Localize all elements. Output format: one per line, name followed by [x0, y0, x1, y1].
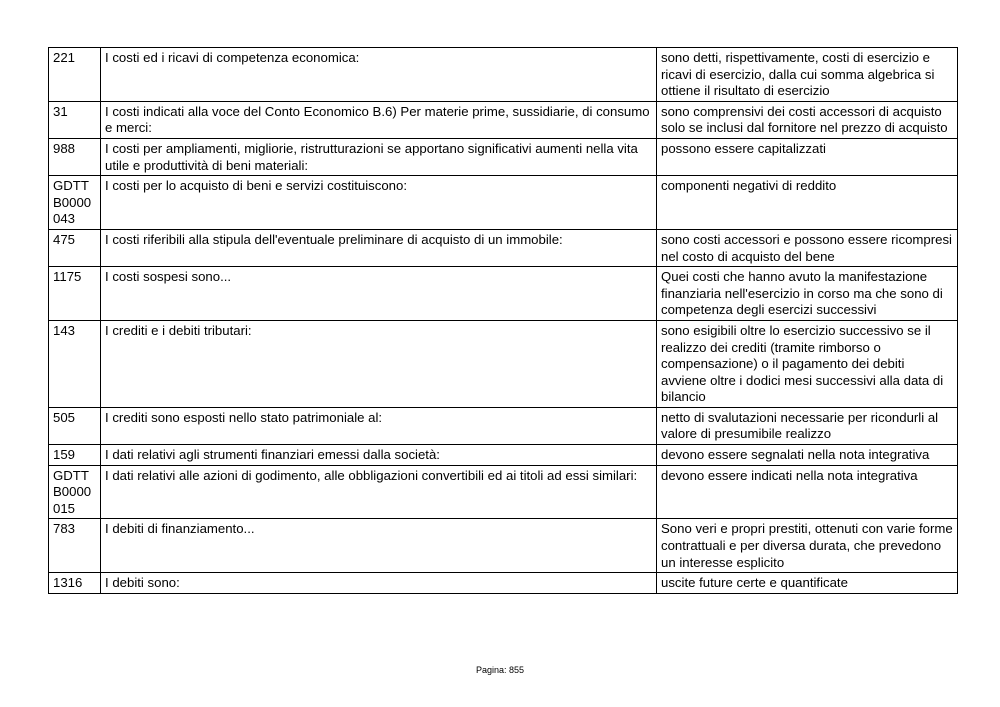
answer-text: devono essere indicati nella nota integrativa [657, 465, 958, 519]
question-text: I debiti sono: [101, 573, 657, 594]
answer-text: sono comprensivi dei costi accessori di acquisto solo se inclusi dal fornitore nel prezzo di acquisto [657, 101, 958, 138]
question-text: I costi per ampliamenti, migliorie, ristrutturazioni se apportano significativi aumenti nella vita utile e produttività di beni materiali: [101, 138, 657, 175]
question-text: I dati relativi agli strumenti finanziari emessi dalla società: [101, 445, 657, 466]
answer-text: sono esigibili oltre lo esercizio successivo se il realizzo dei crediti (tramite rimborso o compensazione) o il pagamento dei debiti avviene oltre i dodici mesi successivi alla data di bilancio [657, 320, 958, 407]
answer-text: Sono veri e propri prestiti, ottenuti con varie forme contrattuali e per diversa durata, che prevedono un interesse esplicito [657, 519, 958, 573]
answer-text: Quei costi che hanno avuto la manifestazione finanziaria nell'esercizio in corso ma che sono di competenza degli esercizi successivi [657, 267, 958, 321]
question-id: 505 [49, 407, 101, 444]
answer-text: uscite future certe e quantificate [657, 573, 958, 594]
question-id: 221 [49, 48, 101, 102]
answer-text: componenti negativi di reddito [657, 176, 958, 230]
question-id: 1175 [49, 267, 101, 321]
question-id: 31 [49, 101, 101, 138]
question-text: I crediti sono esposti nello stato patrimoniale al: [101, 407, 657, 444]
table-row [49, 267, 958, 321]
table-row [49, 176, 958, 230]
table-row [49, 465, 958, 519]
question-id: 159 [49, 445, 101, 466]
answer-text: devono essere segnalati nella nota integrativa [657, 445, 958, 466]
table-row [49, 101, 958, 138]
question-id: GDTTB0000015 [49, 465, 101, 519]
answer-text: possono essere capitalizzati [657, 138, 958, 175]
table-row [49, 407, 958, 444]
qa-table [48, 47, 958, 594]
answer-text: sono detti, rispettivamente, costi di esercizio e ricavi di esercizio, dalla cui somma algebrica si ottiene il risultato di esercizio [657, 48, 958, 102]
table-row [49, 138, 958, 175]
question-text: I debiti di finanziamento... [101, 519, 657, 573]
question-text: I costi riferibili alla stipula dell'eventuale preliminare di acquisto di un immobile: [101, 229, 657, 266]
answer-text: netto di svalutazioni necessarie per ricondurli al valore di presumibile realizzo [657, 407, 958, 444]
table-row [49, 519, 958, 573]
question-id: 143 [49, 320, 101, 407]
question-text: I dati relativi alle azioni di godimento, alle obbligazioni convertibili ed ai titoli ad essi similari: [101, 465, 657, 519]
question-text: I crediti e i debiti tributari: [101, 320, 657, 407]
question-id: 988 [49, 138, 101, 175]
page-number: Pagina: 855 [475, 665, 525, 675]
table-row [49, 445, 958, 466]
question-id: 783 [49, 519, 101, 573]
question-text: I costi ed i ricavi di competenza economica: [101, 48, 657, 102]
question-text: I costi indicati alla voce del Conto Economico B.6) Per materie prime, sussidiarie, di consumo e merci: [101, 101, 657, 138]
table-row [49, 229, 958, 266]
table-row [49, 48, 958, 102]
question-id: 1316 [49, 573, 101, 594]
question-text: I costi per lo acquisto di beni e servizi costituiscono: [101, 176, 657, 230]
table-row [49, 320, 958, 407]
answer-text: sono costi accessori e possono essere ricompresi nel costo di acquisto del bene [657, 229, 958, 266]
question-text: I costi sospesi sono... [101, 267, 657, 321]
table-row [49, 573, 958, 594]
question-id: 475 [49, 229, 101, 266]
question-id: GDTTB0000043 [49, 176, 101, 230]
